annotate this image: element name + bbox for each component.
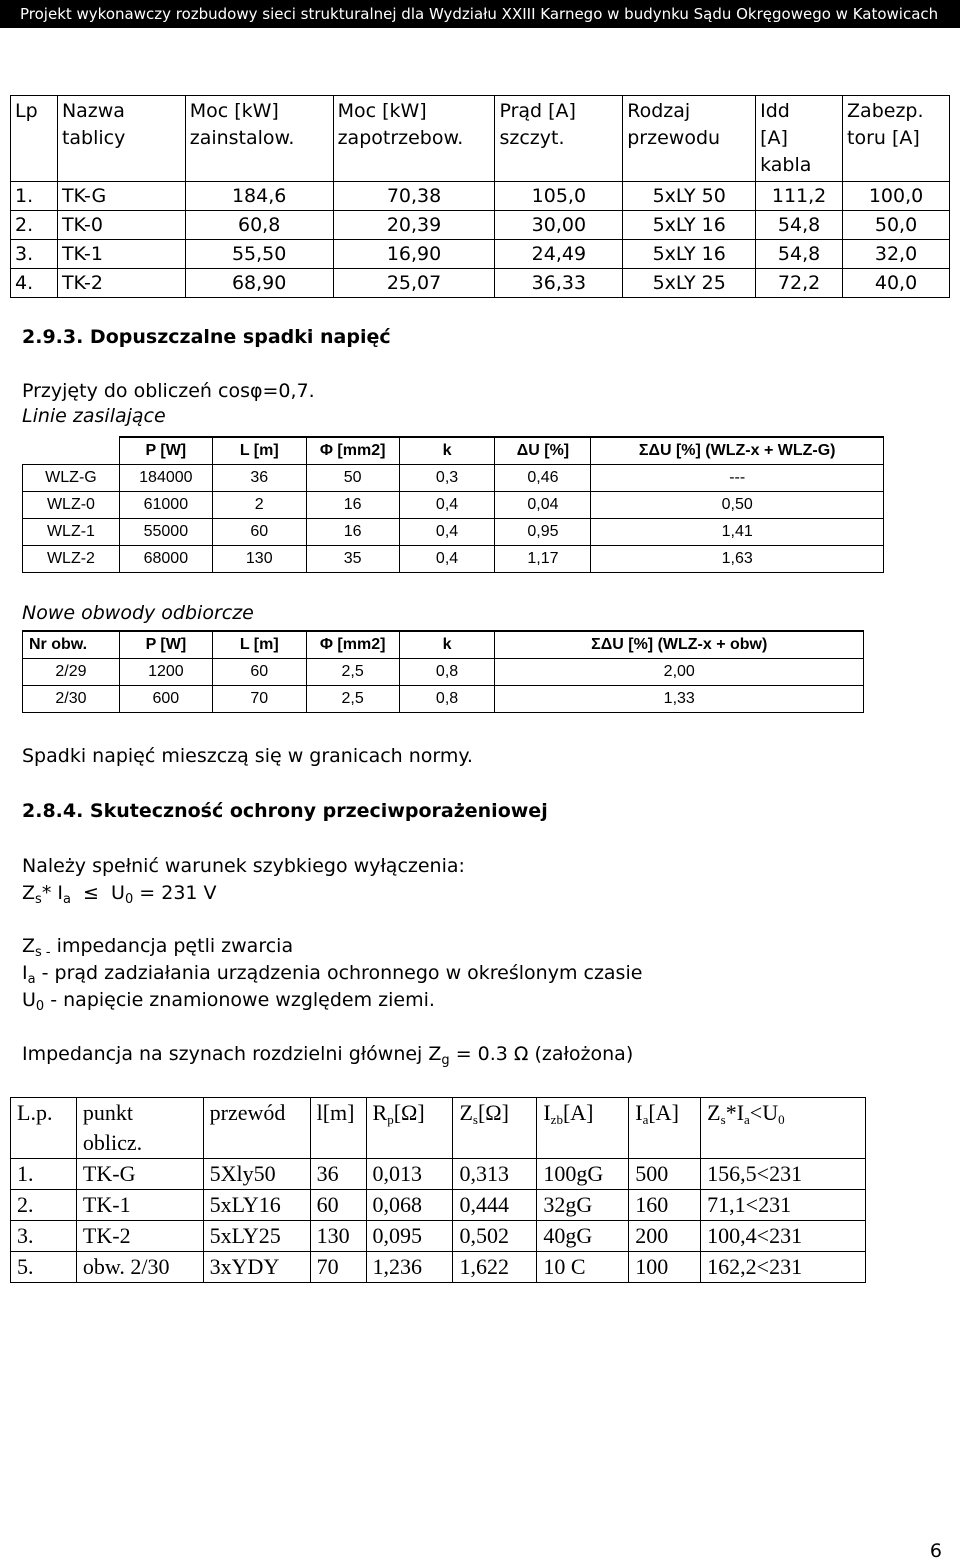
cell: 40gG <box>537 1221 629 1252</box>
cell: 130 <box>310 1221 366 1252</box>
cell: 4. <box>11 269 58 298</box>
header-cell: $I_{zb}[A]$ <box>537 1098 629 1159</box>
cell: 2. <box>11 211 58 240</box>
circuits-table <box>22 630 864 713</box>
cell: 2/29 <box>23 659 120 686</box>
header-cell: L.p. <box>11 1098 77 1159</box>
cell: 40,0 <box>843 269 950 298</box>
cell: WLZ-0 <box>23 492 120 519</box>
cell: 60,8 <box>185 211 333 240</box>
header-cell-protection: Zabezp. toru [A] <box>843 96 950 182</box>
cell: 24,49 <box>495 240 623 269</box>
page-number: 6 <box>929 1540 942 1562</box>
table-row <box>23 465 884 492</box>
cell: TK-1 <box>57 240 185 269</box>
cell: 1,236 <box>366 1252 453 1283</box>
cell: 50 <box>306 465 399 492</box>
table-row <box>23 686 864 713</box>
table-row <box>23 519 884 546</box>
header-cell <box>23 437 120 465</box>
cell: 184000 <box>119 465 212 492</box>
cell: 50,0 <box>843 211 950 240</box>
cell: WLZ-1 <box>23 519 120 546</box>
cell: 70 <box>310 1252 366 1283</box>
cell: 72,2 <box>756 269 843 298</box>
header-cell-demand-power: Moc [kW] zapotrzebow. <box>333 96 495 182</box>
cell: TK-1 <box>76 1190 203 1221</box>
cell: 5xLY 25 <box>623 269 756 298</box>
header-cell: k <box>399 631 495 659</box>
cell: 5xLY 50 <box>623 182 756 211</box>
header-cell: Φ [mm2] <box>306 437 399 465</box>
cell: 0,8 <box>399 686 495 713</box>
cell: 36 <box>212 465 306 492</box>
cell: 54,8 <box>756 211 843 240</box>
header-cell-cable-current: Idd [A] kabla <box>756 96 843 182</box>
table-header-row <box>11 96 950 182</box>
cell: 30,00 <box>495 211 623 240</box>
cell: 162,2<231 <box>701 1252 866 1283</box>
cell: TK-G <box>57 182 185 211</box>
cell: 100 <box>629 1252 701 1283</box>
cell: 0,068 <box>366 1190 453 1221</box>
cell: 1,33 <box>495 686 864 713</box>
table-row <box>23 546 884 573</box>
cell: --- <box>591 465 884 492</box>
cell: 1200 <box>119 659 212 686</box>
cell: 36 <box>310 1159 366 1190</box>
new-circuits-label: Nowe obwody odbiorcze <box>22 602 254 624</box>
cell: 100,0 <box>843 182 950 211</box>
table-row <box>23 492 884 519</box>
cell: 32,0 <box>843 240 950 269</box>
cell: 16 <box>306 519 399 546</box>
cell: 5xLY 16 <box>623 211 756 240</box>
header-cell-cable-type: Rodzaj przewodu <box>623 96 756 182</box>
cell: TK-G <box>76 1159 203 1190</box>
definition-u0: $U_0$ - napięcie znamionowe względem ziemi. <box>22 989 435 1014</box>
cell: 5xLY 16 <box>623 240 756 269</box>
cell: 16,90 <box>333 240 495 269</box>
cell: 2,00 <box>495 659 864 686</box>
cell: 35 <box>306 546 399 573</box>
table-row <box>11 269 950 298</box>
cell: 184,6 <box>185 182 333 211</box>
table-row <box>11 1159 866 1190</box>
table-row <box>11 1221 866 1252</box>
cell: 0,4 <box>399 519 495 546</box>
table-row <box>11 240 950 269</box>
cell: 0,013 <box>366 1159 453 1190</box>
cell: 61000 <box>119 492 212 519</box>
table-row <box>11 1190 866 1221</box>
table-row <box>11 1252 866 1283</box>
cell: 0,04 <box>495 492 591 519</box>
cell: 68,90 <box>185 269 333 298</box>
cell: 2. <box>11 1190 77 1221</box>
cell: 71,1<231 <box>701 1190 866 1221</box>
cell: TK-2 <box>76 1221 203 1252</box>
header-cell: punkt oblicz. <box>76 1098 203 1159</box>
cell: 60 <box>212 659 306 686</box>
cell: 0,95 <box>495 519 591 546</box>
header-cell: L [m] <box>212 437 306 465</box>
header-cell: P [W] <box>119 631 212 659</box>
cell: 0,313 <box>453 1159 537 1190</box>
cell: 160 <box>629 1190 701 1221</box>
table-row <box>11 182 950 211</box>
header-cell: $I_a[A]$ <box>629 1098 701 1159</box>
cell: 60 <box>310 1190 366 1221</box>
cell: TK-0 <box>57 211 185 240</box>
cell: WLZ-G <box>23 465 120 492</box>
cell: 600 <box>119 686 212 713</box>
cell: 1. <box>11 1159 77 1190</box>
loop-impedance-table <box>10 1097 866 1283</box>
header-cell: L [m] <box>212 631 306 659</box>
cell: 130 <box>212 546 306 573</box>
cell: WLZ-2 <box>23 546 120 573</box>
cell: 36,33 <box>495 269 623 298</box>
cell: 60 <box>212 519 306 546</box>
table-row <box>23 659 864 686</box>
header-cell: ΣΔU [%] (WLZ-x + WLZ-G) <box>591 437 884 465</box>
cell: 1,63 <box>591 546 884 573</box>
cell: 0,46 <box>495 465 591 492</box>
cell: 3. <box>11 1221 77 1252</box>
cell: 0,095 <box>366 1221 453 1252</box>
cell: 68000 <box>119 546 212 573</box>
cell: 1,622 <box>453 1252 537 1283</box>
header-cell-name: Nazwa tablicy <box>57 96 185 182</box>
header-cell: $Z_s*I_a<U_0$ <box>701 1098 866 1159</box>
header-cell: ΔU [%] <box>495 437 591 465</box>
cell: 25,07 <box>333 269 495 298</box>
definition-ia: $I_a$ - prąd zadziałania urządzenia ochronnego w określonym czasie <box>22 962 643 987</box>
cell: 55,50 <box>185 240 333 269</box>
cell: TK-2 <box>57 269 185 298</box>
cell: 0,4 <box>399 492 495 519</box>
header-cell-peak-current: Prąd [A] szczyt. <box>495 96 623 182</box>
cell: 111,2 <box>756 182 843 211</box>
header-cell: $R_p[\Omega]$ <box>366 1098 453 1159</box>
cell: 0,444 <box>453 1190 537 1221</box>
header-cell: przewód <box>203 1098 310 1159</box>
cell: 2 <box>212 492 306 519</box>
cell: 5xLY16 <box>203 1190 310 1221</box>
cell: 32gG <box>537 1190 629 1221</box>
cell: 1. <box>11 182 58 211</box>
header-cell: Nr obw. <box>23 631 120 659</box>
cell: obw. 2/30 <box>76 1252 203 1283</box>
cos-phi-note: Przyjęty do obliczeń cosφ=0,7. <box>22 380 315 402</box>
cell: 1,41 <box>591 519 884 546</box>
table-header-row <box>11 1098 866 1159</box>
header-cell-installed-power: Moc [kW] zainstalow. <box>185 96 333 182</box>
table-row <box>11 211 950 240</box>
cell: 3. <box>11 240 58 269</box>
section-heading-284: 2.8.4. Skuteczność ochrony przeciwporażeniowej <box>22 800 548 822</box>
document-header: Projekt wykonawczy rozbudowy sieci strukturalnej dla Wydziału XXIII Karnego w budynku Sądu Okręgowego w Katowicach <box>0 0 960 28</box>
cell: 10 C <box>537 1252 629 1283</box>
cell: 5Xly50 <box>203 1159 310 1190</box>
feed-lines-table <box>22 436 884 573</box>
header-cell: P [W] <box>119 437 212 465</box>
cell: 0,3 <box>399 465 495 492</box>
header-cell: l[m] <box>310 1098 366 1159</box>
definition-zs: $Z_{s -}$ impedancja pętli zwarcia <box>22 935 294 960</box>
cell: 1,17 <box>495 546 591 573</box>
voltage-drop-conclusion: Spadki napięć mieszczą się w granicach normy. <box>22 745 473 767</box>
busbar-impedance-note: Impedancja na szynach rozdzielni głównej $Z_g = 0.3$ Ω (założona) <box>22 1043 634 1068</box>
cell: 5xLY25 <box>203 1221 310 1252</box>
header-cell: $Z_s[\Omega]$ <box>453 1098 537 1159</box>
header-cell: Φ [mm2] <box>306 631 399 659</box>
cell: 156,5<231 <box>701 1159 866 1190</box>
header-cell: k <box>399 437 495 465</box>
protection-formula: $Z_s*$ $I_a \le U_0 = 231$ V <box>22 882 217 907</box>
cell: 100gG <box>537 1159 629 1190</box>
cell: 70 <box>212 686 306 713</box>
cell: 55000 <box>119 519 212 546</box>
cell: 0,50 <box>591 492 884 519</box>
section-heading-293: 2.9.3. Dopuszczalne spadki napięć <box>22 326 391 348</box>
switchboard-power-table <box>10 95 950 298</box>
cell: 2,5 <box>306 686 399 713</box>
cell: 3xYDY <box>203 1252 310 1283</box>
cell: 5. <box>11 1252 77 1283</box>
cell: 105,0 <box>495 182 623 211</box>
condition-intro: Należy spełnić warunek szybkiego wyłączenia: <box>22 855 465 877</box>
cell: 200 <box>629 1221 701 1252</box>
table-header-row <box>23 631 864 659</box>
header-cell: ΣΔU [%] (WLZ-x + obw) <box>495 631 864 659</box>
cell: 500 <box>629 1159 701 1190</box>
cell: 2,5 <box>306 659 399 686</box>
cell: 20,39 <box>333 211 495 240</box>
cell: 16 <box>306 492 399 519</box>
cell: 0,4 <box>399 546 495 573</box>
header-cell-lp: Lp <box>11 96 58 182</box>
cell: 0,8 <box>399 659 495 686</box>
table-header-row <box>23 437 884 465</box>
feed-lines-label: Linie zasilające <box>22 405 166 427</box>
cell: 70,38 <box>333 182 495 211</box>
cell: 100,4<231 <box>701 1221 866 1252</box>
cell: 0,502 <box>453 1221 537 1252</box>
cell: 54,8 <box>756 240 843 269</box>
cell: 2/30 <box>23 686 120 713</box>
